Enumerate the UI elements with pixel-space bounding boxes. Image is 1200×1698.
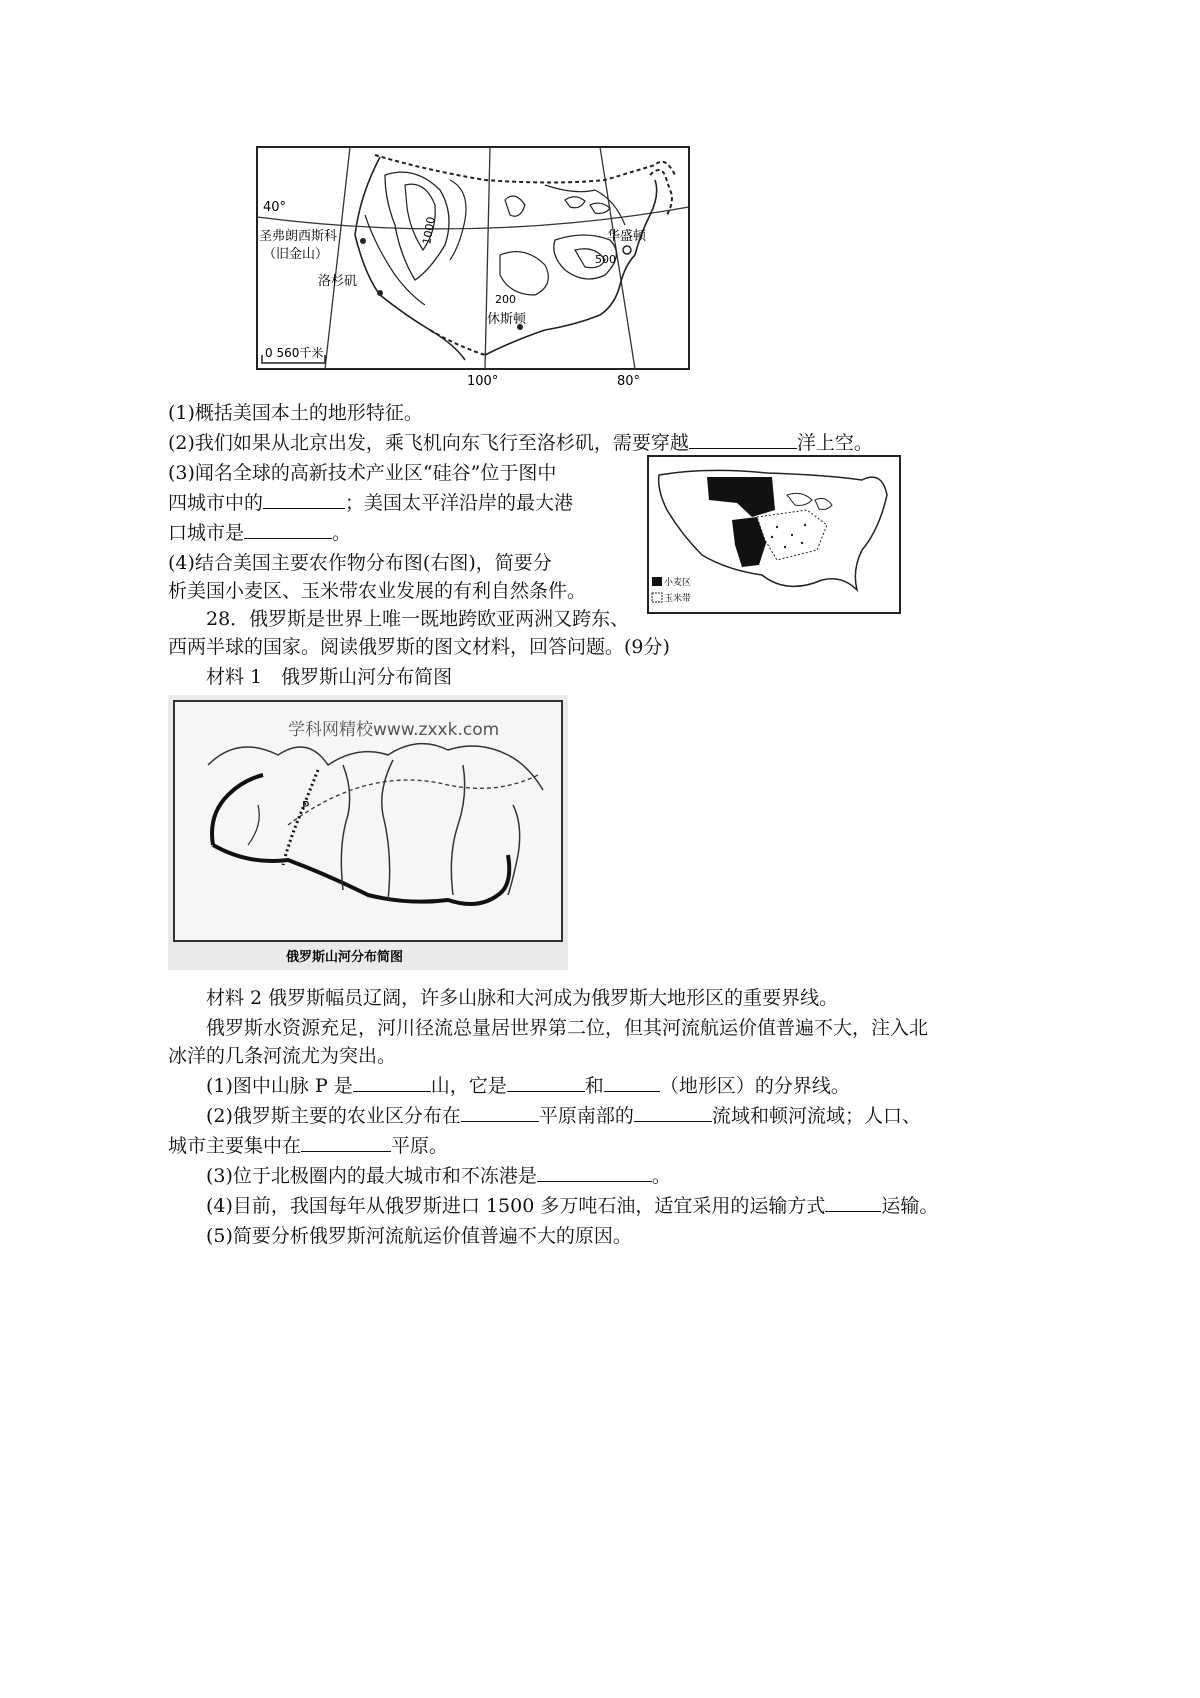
city-sf-alt-label: （旧金山）: [263, 247, 329, 262]
map-watermark: 学科网精校www.zxxk.com: [288, 720, 500, 740]
contour-1000-label: 1000: [420, 215, 438, 246]
q28-part2-line1: (2)俄罗斯主要的农业区分布在 平原南部的 流域和顿河流域；人口、: [206, 1105, 921, 1127]
q28-material2-line1: 材料 2 俄罗斯幅员辽阔，许多山脉和大河成为俄罗斯大地形区的重要界线。: [206, 987, 839, 1009]
q27-part3-line1: (3)闻名全球的高新技术产业区“硅谷”位于图中: [168, 462, 557, 484]
city-dc-label: 华盛顿: [607, 229, 647, 244]
mountain-p-label: P: [302, 799, 310, 813]
q28-material1-title: 材料 1 俄罗斯山河分布简图: [206, 666, 453, 688]
q28-part5: (5)简要分析俄罗斯河流航运价值普遍不大的原因。: [206, 1225, 632, 1247]
answer-blank[interactable]: [301, 1133, 391, 1152]
answer-blank[interactable]: [353, 1073, 431, 1092]
answer-blank[interactable]: [461, 1103, 539, 1122]
q28-part2-line2: 城市主要集中在 平原。: [168, 1135, 449, 1157]
russia-map-caption: 俄罗斯山河分布简图: [286, 950, 404, 965]
answer-blank[interactable]: [634, 1103, 712, 1122]
lon-100-label: 100°: [467, 374, 499, 389]
usa-crop-map: [647, 455, 902, 615]
lat-40-label: 40°: [263, 200, 287, 215]
answer-blank[interactable]: [604, 1073, 660, 1092]
answer-blank[interactable]: [507, 1073, 585, 1092]
legend-wheat-label: 小麦区: [664, 578, 692, 588]
city-la-label: 洛杉矶: [318, 274, 358, 289]
q28-part4: (4)目前，我国每年从俄罗斯进口 1500 多万吨石油，适宜采用的运输方式 运输。: [206, 1195, 939, 1217]
usa-terrain-map: [255, 145, 695, 390]
q27-part3-line3: 口城市是 。: [168, 522, 352, 544]
legend-corn-label: 玉米带: [664, 594, 692, 604]
city-sf-label: 圣弗朗西斯科: [259, 229, 338, 244]
contour-200-label: 200: [495, 293, 516, 306]
contour-500-label: 500: [595, 253, 616, 266]
answer-blank[interactable]: [244, 520, 332, 539]
answer-blank[interactable]: [689, 430, 797, 449]
answer-blank[interactable]: [825, 1193, 881, 1212]
q28-material2-line3: 冰洋的几条河流尤为突出。: [168, 1045, 397, 1067]
q27-part4-line1: (4)结合美国主要农作物分布图(右图)，简要分: [168, 552, 552, 574]
city-houston-label: 休斯顿: [487, 312, 527, 327]
scale-bar-label: 0 560千米: [265, 346, 324, 360]
q28-intro-line1: 28．俄罗斯是世界上唯一既地跨欧亚两洲又跨东、: [206, 608, 630, 630]
q27-part2: (2)我们如果从北京出发，乘飞机向东飞行至洛杉矶，需要穿越 洋上空。: [168, 432, 873, 454]
russia-terrain-map: [168, 695, 568, 970]
lon-80-label: 80°: [617, 374, 641, 389]
q27-part1: (1)概括美国本土的地形特征。: [168, 402, 423, 424]
q28-part3: (3)位于北极圈内的最大城市和不冻港是 。: [206, 1165, 671, 1187]
q27-part4-line2: 析美国小麦区、玉米带农业发展的有利自然条件。: [168, 580, 587, 602]
q27-part3-line2: 四城市中的 ；美国太平洋沿岸的最大港: [168, 492, 574, 514]
q28-intro-line2: 西两半球的国家。阅读俄罗斯的图文材料，回答问题。(9分): [168, 636, 670, 658]
q28-material2-line2: 俄罗斯水资源充足，河川径流总量居世界第二位，但其河流航运价值普遍不大，注入北: [206, 1017, 929, 1039]
answer-blank[interactable]: [537, 1163, 652, 1182]
q28-part1: (1)图中山脉 P 是 山，它是 和 （地形区）的分界线。: [206, 1075, 850, 1097]
answer-blank[interactable]: [263, 490, 345, 509]
